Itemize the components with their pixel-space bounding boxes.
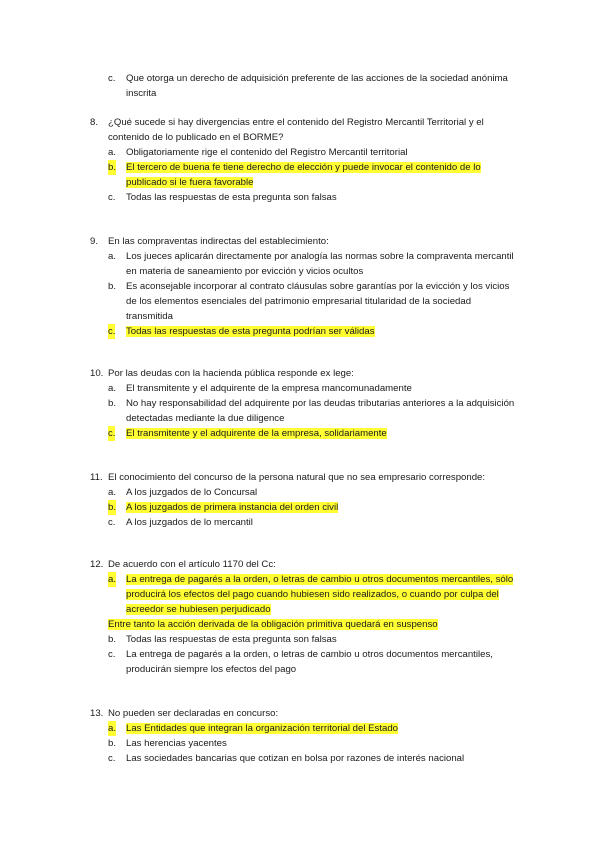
option-a-highlighted (90, 721, 520, 736)
highlighted-note (90, 617, 520, 632)
option-label: a. (108, 487, 117, 498)
option-label: c. (108, 192, 116, 203)
question-stem: No pueden ser declaradas en concurso: (108, 708, 279, 719)
option-c-highlighted (90, 324, 520, 339)
question-number: 9. (90, 236, 99, 247)
question-text (90, 470, 520, 485)
option-label: b. (108, 281, 117, 292)
option-text: Que otorga un derecho de adquisición preferente de las acciones de la sociedad anónima inscrita (126, 73, 508, 99)
option-text: A los juzgados de lo mercantil (126, 517, 253, 528)
option-b (90, 396, 520, 426)
question-number: 10. (90, 368, 104, 379)
option-c (90, 647, 520, 677)
option-b-highlighted (90, 500, 520, 515)
option-text: El tercero de buena fe tiene derecho de elección y puede invocar el contenido de lo publicado si le fuera favorable (126, 162, 481, 188)
question-13 (90, 706, 520, 766)
question-text (90, 366, 520, 381)
question-number: 13. (90, 708, 104, 719)
option-label: c. (108, 428, 116, 439)
option-text: El transmitente y el adquirente de la empresa, solidariamente (126, 428, 387, 439)
question-stem: ¿Qué sucede si hay divergencias entre el contenido del Registro Mercantil Territorial y el contenido de lo publicado en el BORME? (108, 117, 484, 143)
question-text (90, 115, 520, 145)
option-text: Todas las respuestas de esta pregunta son falsas (126, 192, 337, 203)
option-text: Las herencias yacentes (126, 738, 227, 749)
option-text: A los juzgados de primera instancia del orden civil (126, 502, 339, 513)
question-number: 12. (90, 559, 104, 570)
option-b (90, 279, 520, 324)
question-stem: Por las deudas con la hacienda pública responde ex lege: (108, 368, 354, 379)
option-c (90, 190, 520, 205)
option-label: a. (108, 251, 117, 262)
option-label: c. (108, 649, 116, 660)
option-b (90, 632, 520, 647)
option-b-highlighted (90, 160, 520, 190)
question-stem: En las compraventas indirectas del establecimiento: (108, 236, 329, 247)
option-a (90, 249, 520, 279)
option-text: La entrega de pagarés a la orden, o letras de cambio u otros documentos mercantiles, sólo producirá los efectos del pago cuando hubiesen sido realizados, o cuando por culpa del acreedor se hubiesen perjudicado (126, 574, 514, 615)
option-label: a. (108, 147, 117, 158)
option-c (90, 515, 520, 530)
question-9 (90, 234, 520, 339)
option-label: b. (108, 398, 117, 409)
option-text: Todas las respuestas de esta pregunta podrían ser válidas (126, 326, 375, 337)
option-text: Es aconsejable incorporar al contrato cláusulas sobre garantías por la evicción y los vicios de los elementos esenciales del patrimonio empresarial titularidad de la sociedad transmitida (126, 281, 510, 322)
option-label: c. (108, 753, 116, 764)
option-c-highlighted (90, 426, 520, 441)
option-label: b. (108, 634, 117, 645)
option-label: c. (108, 73, 116, 84)
question-7-tail (90, 71, 520, 101)
option-c (90, 751, 520, 766)
question-number: 11. (90, 472, 103, 483)
option-label: a. (108, 574, 117, 585)
question-stem: El conocimiento del concurso de la persona natural que no sea empresario corresponde: (108, 472, 486, 483)
option-label: b. (108, 738, 117, 749)
option-text: Las sociedades bancarias que cotizan en bolsa por razones de interés nacional (126, 753, 465, 764)
option-c (90, 71, 520, 101)
option-a (90, 145, 520, 160)
question-11 (90, 470, 520, 530)
question-10 (90, 366, 520, 441)
option-text: No hay responsabilidad del adquirente por las deudas tributarias anteriores a la adquisición detectadas mediante la due diligence (126, 398, 515, 424)
option-label: c. (108, 517, 116, 528)
option-b (90, 736, 520, 751)
option-label: a. (108, 723, 117, 734)
option-label: a. (108, 383, 117, 394)
question-text (90, 557, 520, 572)
option-label: b. (108, 502, 117, 513)
option-text: Obligatoriamente rige el contenido del Registro Mercantil territorial (126, 147, 408, 158)
option-text: Todas las respuestas de esta pregunta son falsas (126, 634, 337, 645)
option-a (90, 381, 520, 396)
question-stem: De acuerdo con el artículo 1170 del Cc: (108, 559, 276, 570)
question-8 (90, 115, 520, 205)
question-number: 8. (90, 117, 99, 128)
option-text: La entrega de pagarés a la orden, o letras de cambio u otros documentos mercantiles, producirán siempre los efectos del pago (126, 649, 493, 675)
option-text: Las Entidades que integran la organización territorial del Estado (126, 723, 398, 734)
note-text: Entre tanto la acción derivada de la obligación primitiva quedará en suspenso (108, 619, 438, 630)
question-text (90, 234, 520, 249)
option-label: c. (108, 326, 116, 337)
option-text: El transmitente y el adquirente de la empresa mancomunadamente (126, 383, 412, 394)
option-label: b. (108, 162, 117, 173)
option-a (90, 485, 520, 500)
option-a-highlighted (90, 572, 520, 617)
question-text (90, 706, 520, 721)
option-text: Los jueces aplicarán directamente por analogía las normas sobre la compraventa mercantil en materia de saneamiento por evicción y vicios ocultos (126, 251, 514, 277)
question-12 (90, 557, 520, 677)
option-text: A los juzgados de lo Concursal (126, 487, 258, 498)
